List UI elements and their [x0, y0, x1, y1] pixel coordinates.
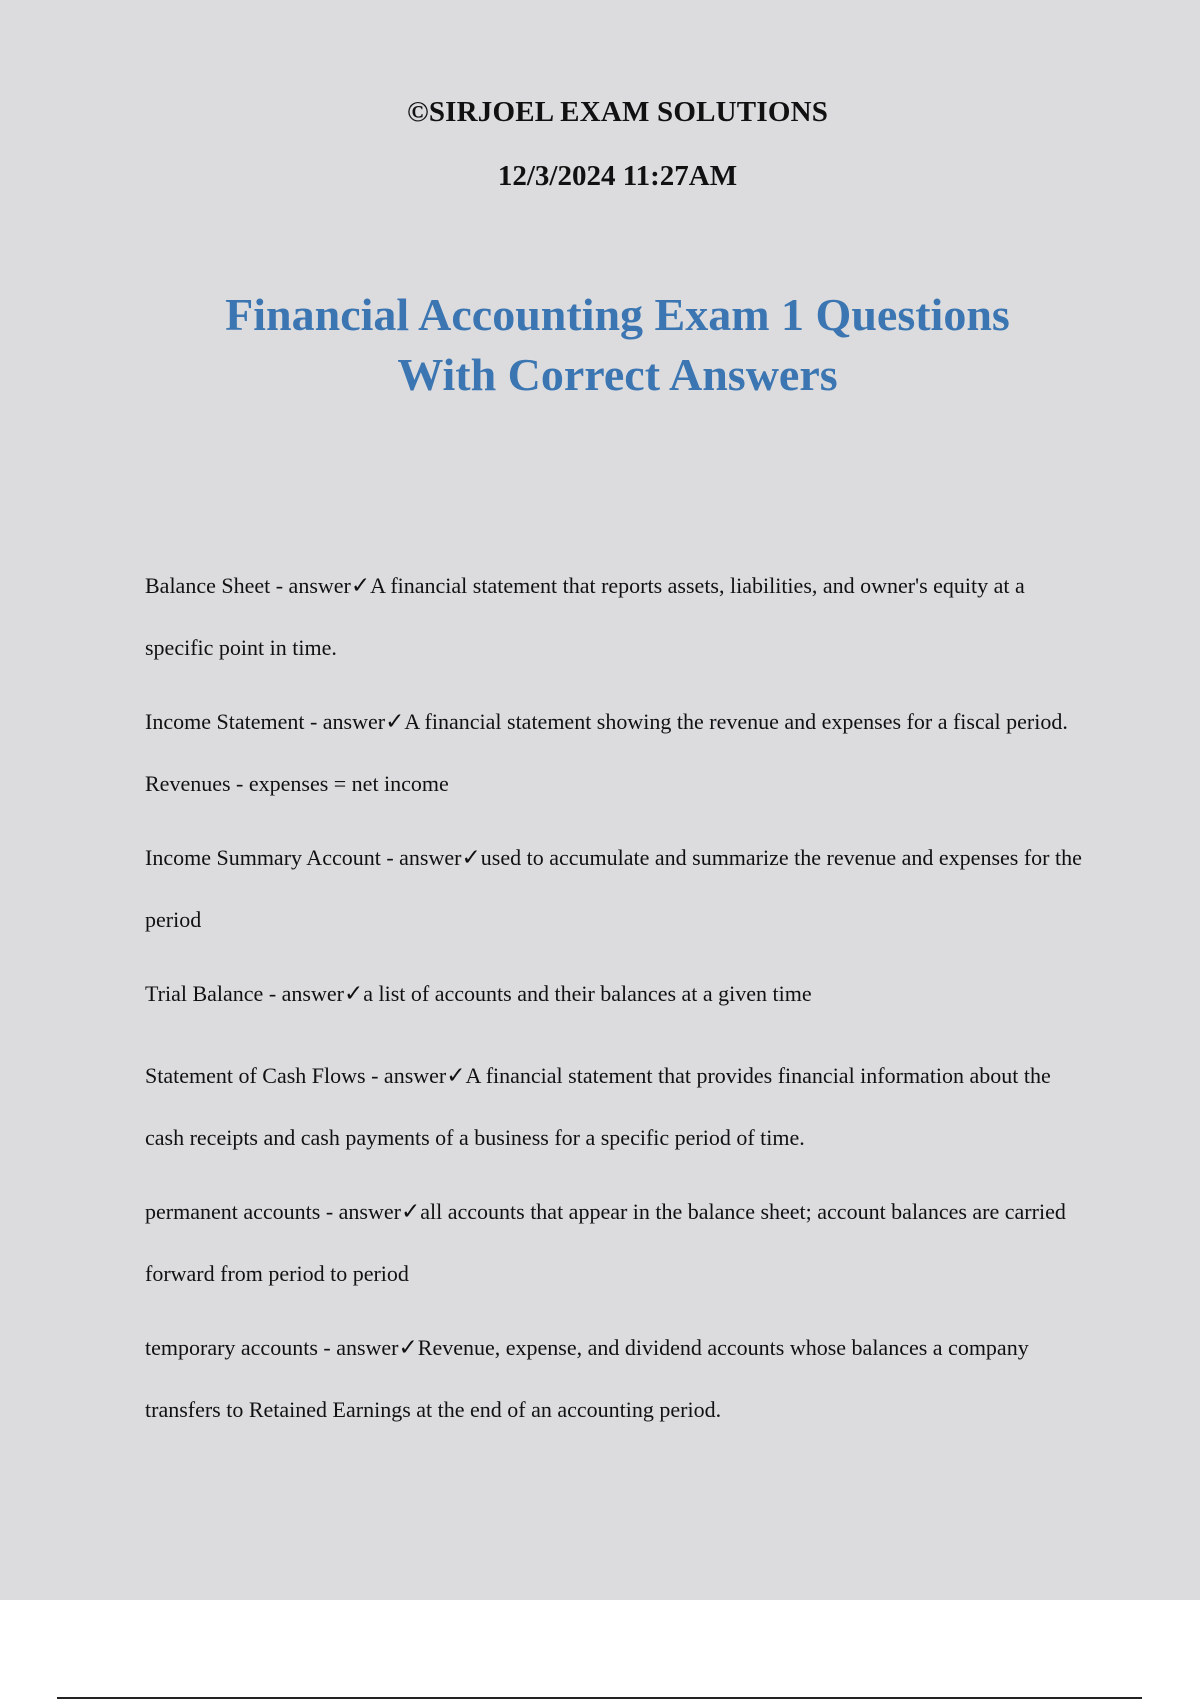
qa-answer: all accounts that appear in the balance sheet; account balances are carried forward from period to period [145, 1199, 1066, 1286]
qa-item-income-summary-account [145, 827, 1095, 950]
qa-answer: A financial statement that reports assets, liabilities, and owner's equity at a specific point in time. [145, 573, 1025, 660]
qa-item-income-statement [145, 691, 1095, 814]
check-icon: ✓ [446, 1063, 466, 1089]
check-icon: ✓ [343, 981, 364, 1007]
check-icon: ✓ [398, 1335, 418, 1361]
check-icon: ✓ [350, 573, 371, 599]
document-title [0, 285, 1200, 405]
qa-separator: - answer [270, 573, 351, 598]
qa-term: Statement of Cash Flows [145, 1063, 366, 1088]
qa-term: permanent accounts [145, 1199, 321, 1224]
qa-item-temporary-accounts [145, 1317, 1095, 1440]
qa-term: Income Statement [145, 709, 305, 734]
header-datetime: 12/3/2024 11:27AM [497, 160, 738, 192]
qa-term: temporary accounts [145, 1335, 318, 1360]
qa-term: Trial Balance [145, 981, 264, 1006]
qa-separator: - answer [380, 845, 462, 870]
check-icon: ✓ [385, 709, 405, 735]
qa-separator: - answer [320, 1199, 401, 1224]
qa-separator: - answer [263, 981, 344, 1006]
qa-item-permanent-accounts [145, 1181, 1095, 1304]
qa-item-statement-of-cash-flows [145, 1045, 1095, 1168]
bottom-divider [57, 1697, 1142, 1699]
qa-separator: - answer [304, 709, 386, 734]
title-line-1: Financial Accounting Exam 1 Questions [225, 289, 1010, 340]
check-icon: ✓ [461, 845, 481, 871]
qa-term: Income Summary Account [145, 845, 381, 870]
qa-list [145, 555, 1095, 1453]
title-line-2: With Correct Answers [397, 349, 838, 400]
qa-separator: - answer [365, 1063, 447, 1088]
qa-answer: a list of accounts and their balances at a given time [363, 981, 812, 1006]
qa-answer: A financial statement showing the revenue and expenses for a fiscal period. Revenues - expenses = net income [145, 709, 1068, 796]
qa-answer: Revenue, expense, and dividend accounts whose balances a company transfers to Retained Earnings at the end of an accounting period. [145, 1335, 1029, 1422]
check-icon: ✓ [400, 1199, 421, 1225]
qa-answer: used to accumulate and summarize the revenue and expenses for the period [145, 845, 1082, 932]
qa-item-trial-balance [145, 963, 1095, 1025]
qa-answer: A financial statement that provides financial information about the cash receipts and cash payments of a business for a specific period of time. [145, 1063, 1051, 1150]
qa-term: Balance Sheet [145, 573, 271, 598]
header-brand: ©SIRJOEL EXAM SOLUTIONS [406, 96, 829, 128]
qa-item-balance-sheet [145, 555, 1095, 678]
qa-separator: - answer [317, 1335, 399, 1360]
